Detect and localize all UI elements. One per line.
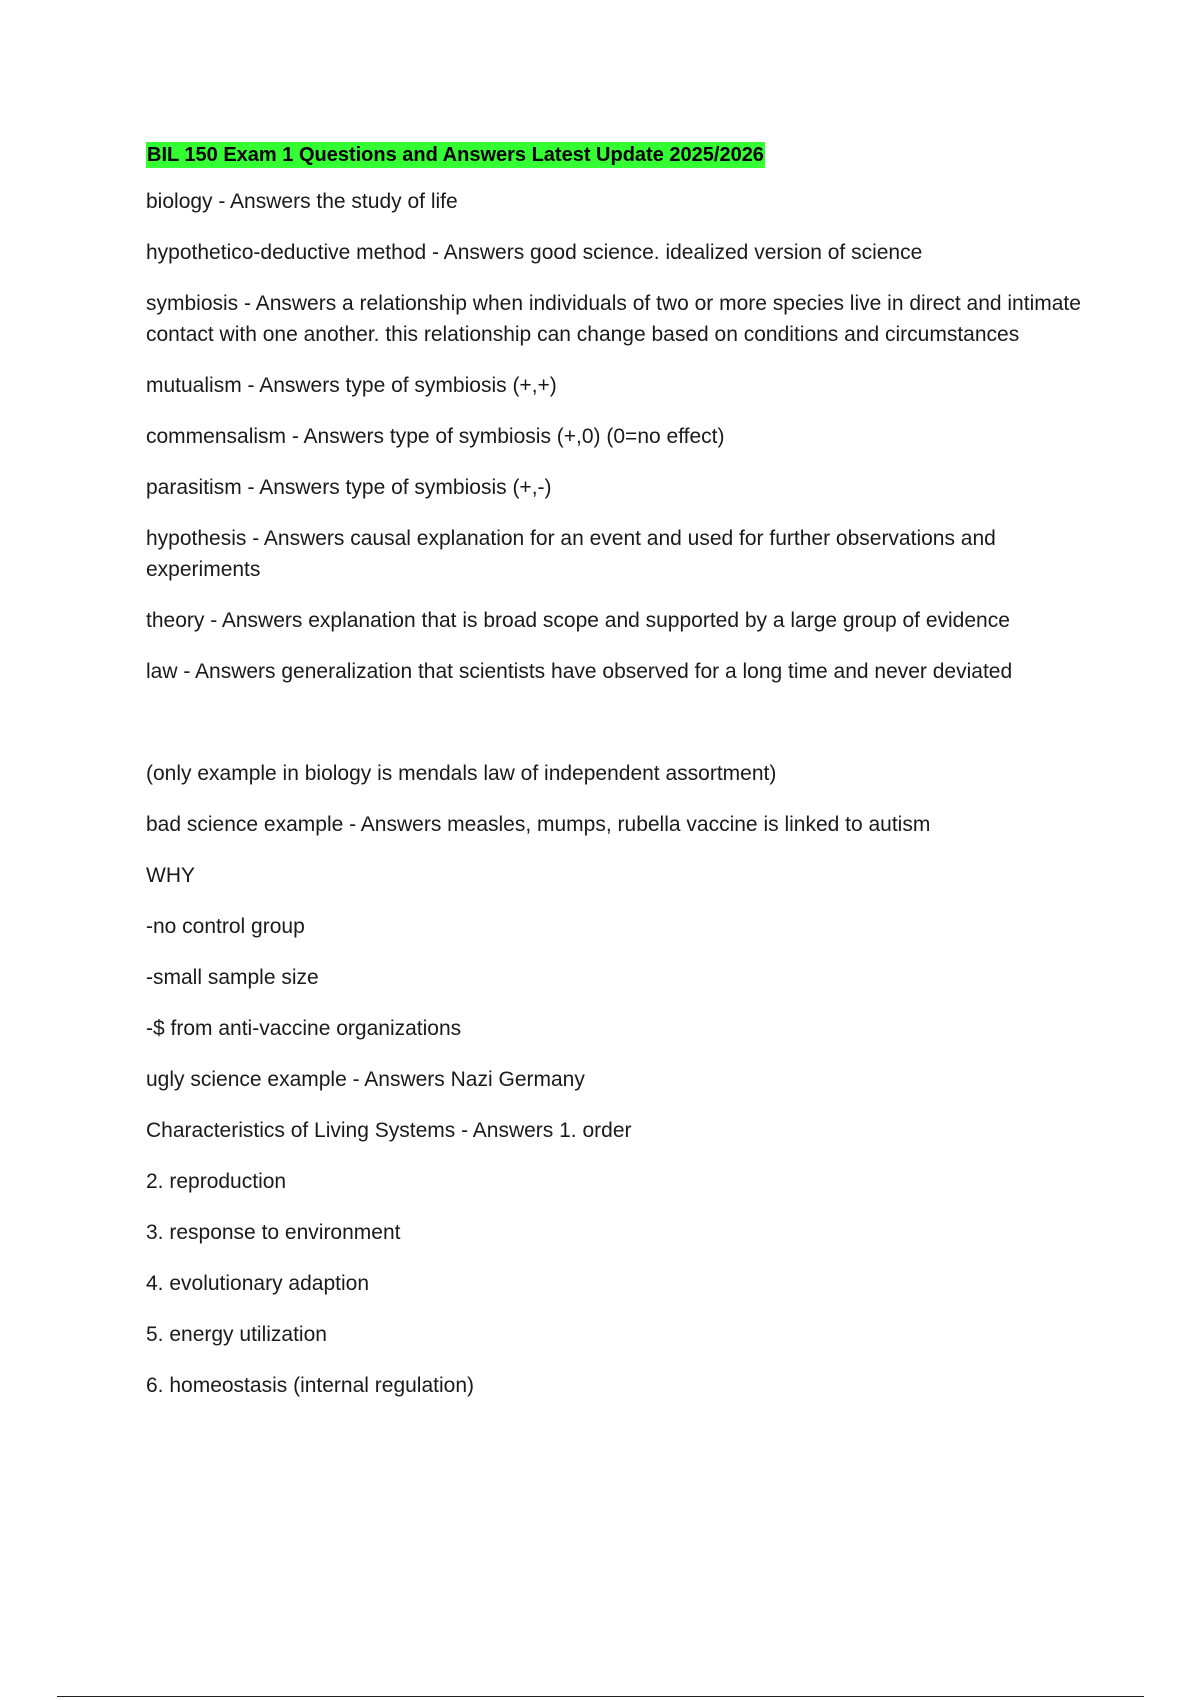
term-bad-science-example: bad science example - Answers measles, mumps, rubella vaccine is linked to autism — [146, 813, 931, 836]
characteristic-homeostasis: 6. homeostasis (internal regulation) — [146, 1374, 475, 1397]
term-hypothesis: hypothesis - Answers causal explanation for an event and used for further observations and experiments — [146, 527, 996, 581]
term-characteristics-of-living-systems: Characteristics of Living Systems - Answers 1. order — [146, 1119, 632, 1142]
term-parasitism: parasitism - Answers type of symbiosis (+,-) — [146, 476, 552, 499]
term-hypothetico-deductive-method: hypothetico-deductive method - Answers good science. idealized version of science — [146, 241, 923, 264]
term-law: law - Answers generalization that scientists have observed for a long time and never deviated — [146, 660, 1013, 683]
page-bottom-divider — [57, 1696, 1144, 1697]
characteristic-energy: 5. energy utilization — [146, 1323, 327, 1346]
term-ugly-science-example: ugly science example - Answers Nazi Germany — [146, 1068, 585, 1091]
term-commensalism: commensalism - Answers type of symbiosis (+,0) (0=no effect) — [146, 425, 725, 448]
reason-small-sample-size: -small sample size — [146, 966, 319, 989]
characteristic-response: 3. response to environment — [146, 1221, 401, 1244]
characteristic-adaption: 4. evolutionary adaption — [146, 1272, 369, 1295]
reason-no-control-group: -no control group — [146, 915, 305, 938]
term-symbiosis: symbiosis - Answers a relationship when individuals of two or more species live in direct and intimate contact with one another. this relationship can change based on conditions and circumstances — [146, 292, 1081, 346]
term-biology: biology - Answers the study of life — [146, 190, 458, 213]
document-content — [146, 142, 1081, 1421]
why-heading: WHY — [146, 864, 195, 887]
term-mutualism: mutualism - Answers type of symbiosis (+,+) — [146, 374, 557, 397]
characteristic-reproduction: 2. reproduction — [146, 1170, 287, 1193]
document-title: BIL 150 Exam 1 Questions and Answers Latest Update 2025/2026 — [147, 144, 764, 166]
reason-funding: -$ from anti-vaccine organizations — [146, 1017, 462, 1040]
law-example-note: (only example in biology is mendals law of independent assortment) — [146, 762, 777, 785]
term-theory: theory - Answers explanation that is broad scope and supported by a large group of evidence — [146, 609, 1010, 632]
